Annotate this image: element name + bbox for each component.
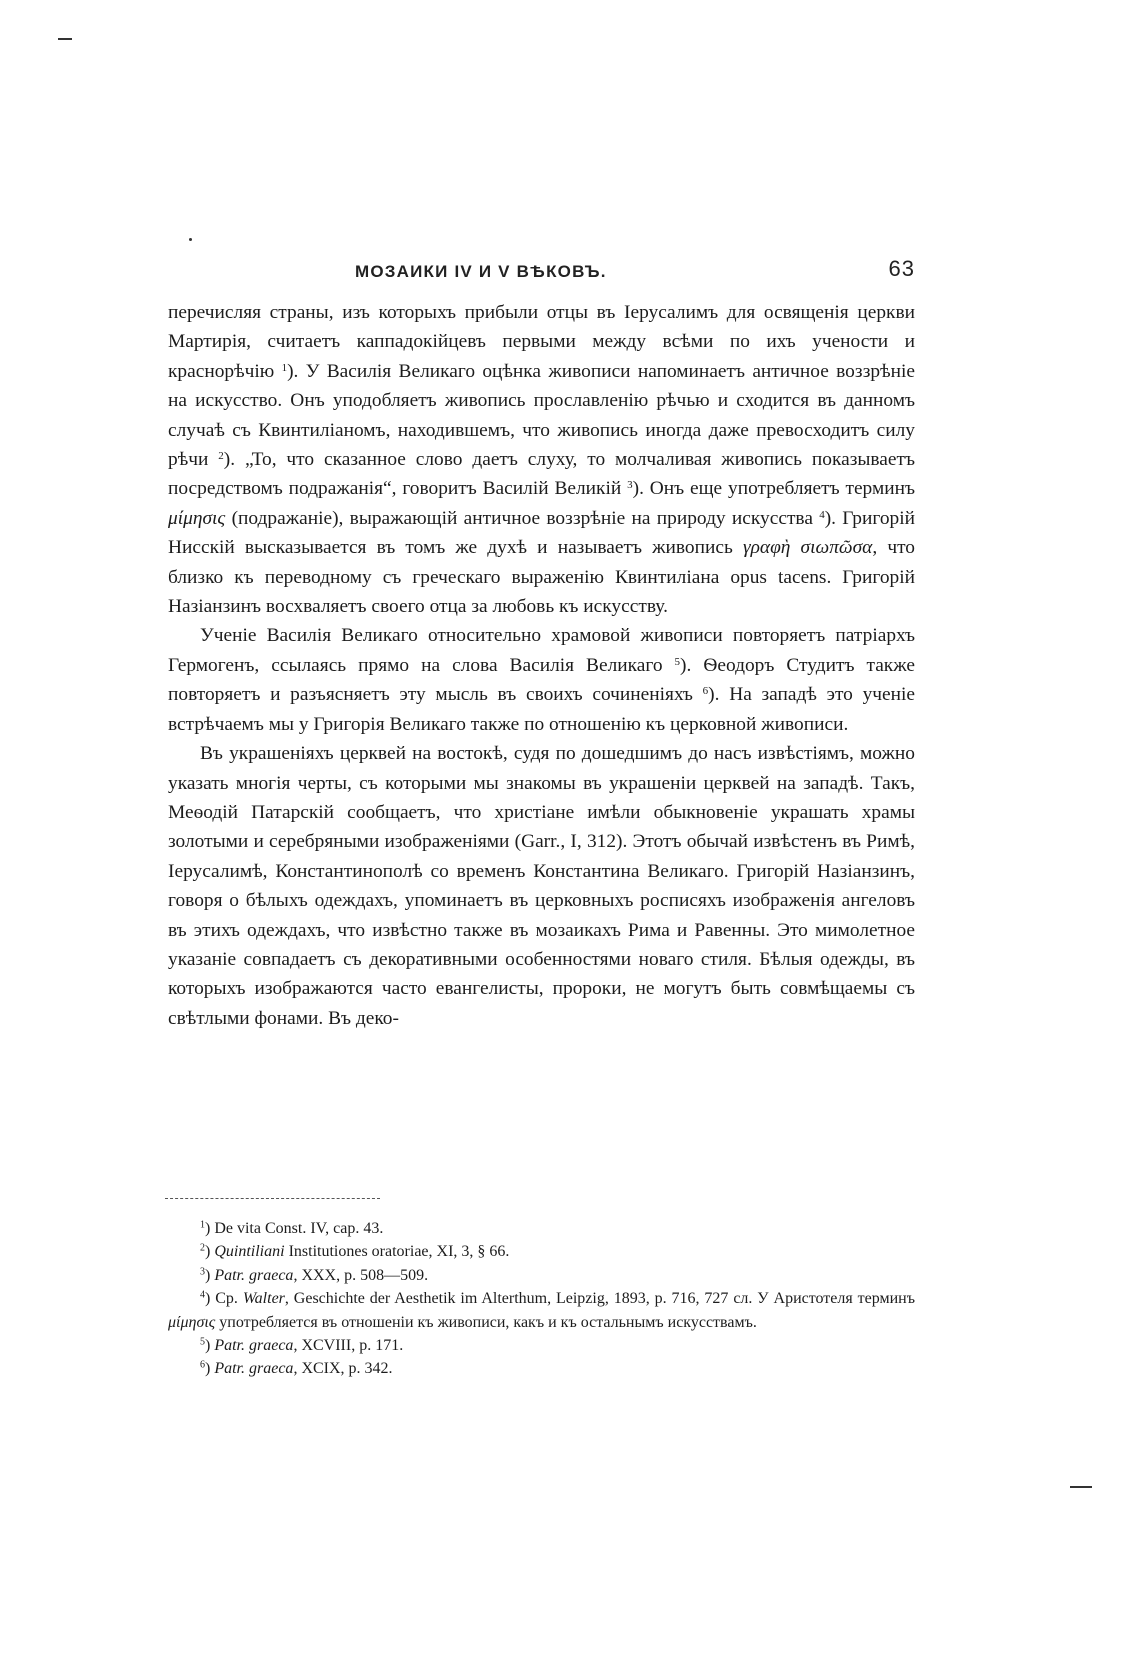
footnote-greek: μίμησις [168, 1313, 216, 1331]
paragraph-2-text-c: . На западѣ это ученіе встрѣчаемъ мы у Григорія Великаго также по отношенію къ церковной живописи. [168, 684, 915, 735]
footnote-text: , Geschichte der Aesthetik im Alterthum, Leipzig, 1893, p. 716, 727 сл. У Аристотеля терминъ [284, 1290, 916, 1308]
paragraph-1-text-a: перечисляя страны, изъ которыхъ прибыли отцы въ Іерусалимъ для освященія церкви Мартирія, считаетъ каппадокійцевъ первыми между всѣми по ихъ учености и краснорѣчію [168, 302, 915, 382]
footnote-author: Patr. graeca [214, 1337, 294, 1355]
latin-term: opus tacens [730, 566, 827, 588]
footnote-author: Patr. graeca [214, 1360, 294, 1378]
paragraph-1-text-d: . Онъ еще употребляетъ терминъ [639, 478, 916, 500]
scan-dot-left [189, 238, 192, 241]
footnote-ref-2: 2 [218, 449, 224, 462]
footnote-prefix: Cp. [215, 1290, 238, 1308]
paragraph-2: Ученіе Василія Великаго относительно храмовой живописи повторяетъ патріархъ Гермогенъ, ссылаясь прямо на слова Василія Великаго $^5$). Ѳеодоръ Студитъ также повторяетъ и разъясняетъ эту мысль въ своихъ сочиненіяхъ $^6$). На западѣ это ученіе встрѣчаемъ мы у Григорія Великаго также по отношенію къ церковной живописи. [168, 625, 915, 735]
footnote-ref-4: 4 [819, 508, 825, 521]
footnote-5: $^5$) Patr. graeca, XCVIII, p. 171. [200, 1336, 404, 1355]
footnotes [168, 1217, 915, 1381]
main-text [168, 298, 915, 1033]
paragraph-1-text-b: . У Василія Великаго оцѣнка живописи напоминаетъ античное воззрѣніе на искусство. Онъ уподобляетъ живопись прославленію рѣчью и сходится въ данномъ случаѣ съ Квинтиліаномъ, находившемъ, что живопись иногда даже превосходитъ силу рѣчи [168, 360, 915, 471]
paragraph-1-text-e: (подражаніе), выражающій античное воззрѣніе на природу искусства [231, 507, 813, 529]
footnote-1: $^1$) De vita Const. IV, cap. 43. [200, 1219, 384, 1237]
footnote-6: $^6$) Patr. graeca, XCIX, p. 342. [200, 1359, 393, 1378]
footnote-marker: 3 [200, 1266, 205, 1278]
paragraph-1-text-f: . Григорій Нисскій высказывается въ томъ же духѣ и называетъ живопись [168, 507, 915, 559]
footnote-marker: 1 [200, 1219, 205, 1231]
footnote-text: , XCVIII, p. 171. [293, 1337, 404, 1355]
footnote-ref-5: 5 [674, 655, 681, 668]
footnote-2: $^2$) Quintiliani Institutiones oratoriae, XI, 3, § 66. [200, 1242, 510, 1261]
footnote-ref-6: 6 [702, 685, 709, 698]
paragraph-1-text-h: . Григорій Назіанзинъ восхваляетъ своего отца за любовь къ искусству. [168, 566, 915, 618]
greek-term-graphe: γραφὴ σιωπῶσα [742, 537, 873, 559]
paragraph-2-text-a: Ученіе Василія Великаго относительно храмовой живописи повторяетъ патріархъ Гермогенъ, ссылаясь прямо на слова Василія Великаго [168, 625, 915, 676]
footnote-marker: 2 [200, 1242, 205, 1254]
footnote-divider [165, 1198, 380, 1199]
paragraph-1: перечисляя страны, изъ которыхъ прибыли отцы въ Іерусалимъ для освященія церкви Мартирія, считаетъ каппадокійцевъ первыми между всѣми по ихъ учености и краснорѣчію $^1$). У Василія Великаго оцѣнка живописи напоминаетъ античное воззрѣніе на искусство. Онъ уподобляетъ живопись прославленію рѣчью и сходится въ данномъ случаѣ съ Квинтиліаномъ, находившемъ, что живопись иногда даже превосходитъ силу рѣчи $^2$). „То, что сказанное слово даетъ слуху, то молчаливая живопись показываетъ посредствомъ подражанія“, говоритъ Василій Великій $^3$). Онъ еще употребляетъ терминъ μίμησις (подражаніе), выражающій античное воззрѣніе на природу искусства $^4$). Григорій Нисскій высказывается въ томъ же духѣ и называетъ живопись γραφὴ σιωπῶσα, что близко къ переводному съ греческаго выраженію Квинтиліана opus tacens. Григорій Назіанзинъ восхваляетъ своего отца за любовь къ искусству. [168, 302, 916, 618]
footnote-text-2: употребляется въ отношеніи къ живописи, какъ и къ остальнымъ искусствамъ. [219, 1313, 757, 1331]
footnote-ref-1: 1 [281, 361, 288, 374]
footnote-text: , XXX, p. 508—509. [293, 1266, 429, 1284]
paragraph-2-text-b: . Ѳеодоръ Студитъ также повторяетъ и разъясняетъ эту мысль въ своихъ сочиненіяхъ [168, 654, 915, 706]
running-head: МОЗАИКИ IV И V ВѢКОВЪ. [355, 262, 607, 281]
scan-mark-top-left [58, 38, 72, 40]
footnote-text: Institutiones oratoriae, XI, 3, § 66. [288, 1243, 510, 1261]
paragraph-1-text-c: . „То, что сказанное слово даетъ слуху, то молчаливая живопись показываетъ посредствомъ подражанія“, говоритъ Василій Великій [168, 449, 915, 500]
scan-mark-bottom-right [1070, 1486, 1092, 1488]
footnote-ref-3: 3 [627, 479, 633, 492]
footnote-author: Walter [242, 1290, 285, 1308]
footnote-marker: 6 [200, 1359, 205, 1371]
footnote-4: $^4$) Cp. Walter, Geschichte der Aesthetik im Alterthum, Leipzig, 1893, p. 716, 727 сл. У Аристотеля терминъ μίμησις употребляется въ отношеніи къ живописи, какъ и къ остальнымъ искусствамъ. [168, 1289, 916, 1331]
footnote-text: , XCIX, p. 342. [293, 1360, 393, 1378]
footnote-text: De vita Const. IV, cap. 43. [214, 1220, 384, 1237]
footnote-3: $^3$) Patr. graeca, XXX, p. 508—509. [200, 1266, 429, 1284]
footnote-author: Quintiliani [214, 1243, 285, 1261]
paragraph-1-text-g: , что близко къ переводному съ греческаго выраженію Квинтиліана [168, 537, 915, 588]
paragraph-3: Въ украшеніяхъ церквей на востокѣ, судя по дошедшимъ до насъ извѣстіямъ, можно указать многія черты, съ которыми мы знакомы въ украшеніи церквей на западѣ. Такъ, Меѳодій Патарскій сообщаетъ, что христіане имѣли обыкновеніе украшать храмы золотыми и серебряными изображеніями (Garr., I, 312). Этотъ обычай извѣстенъ въ Римѣ, Іерусалимѣ, Константинополѣ со временъ Константина Великаго. Григорій Назіанзинъ, говоря о бѣлыхъ одеждахъ, упоминаетъ въ церковныхъ росписяхъ изображенія ангеловъ въ этихъ одеждахъ, что извѣстно также въ мозаикахъ Рима и Равенны. Это мимолетное указаніе совпадаетъ съ декоративными особенностями новаго стиля. Бѣлыя одежды, въ которыхъ изображаются часто евангелисты, пророки, не могутъ быть совмѣщаемы съ свѣтлыми фонами. Въ деко- [168, 743, 915, 1029]
footnote-author: Patr. graeca [214, 1266, 294, 1284]
page-header [355, 256, 915, 286]
footnote-marker: 4 [200, 1289, 205, 1301]
page-number: 63 [888, 256, 915, 281]
greek-term-mimesis: μίμησις [168, 507, 226, 529]
footnote-marker: 5 [200, 1336, 205, 1348]
